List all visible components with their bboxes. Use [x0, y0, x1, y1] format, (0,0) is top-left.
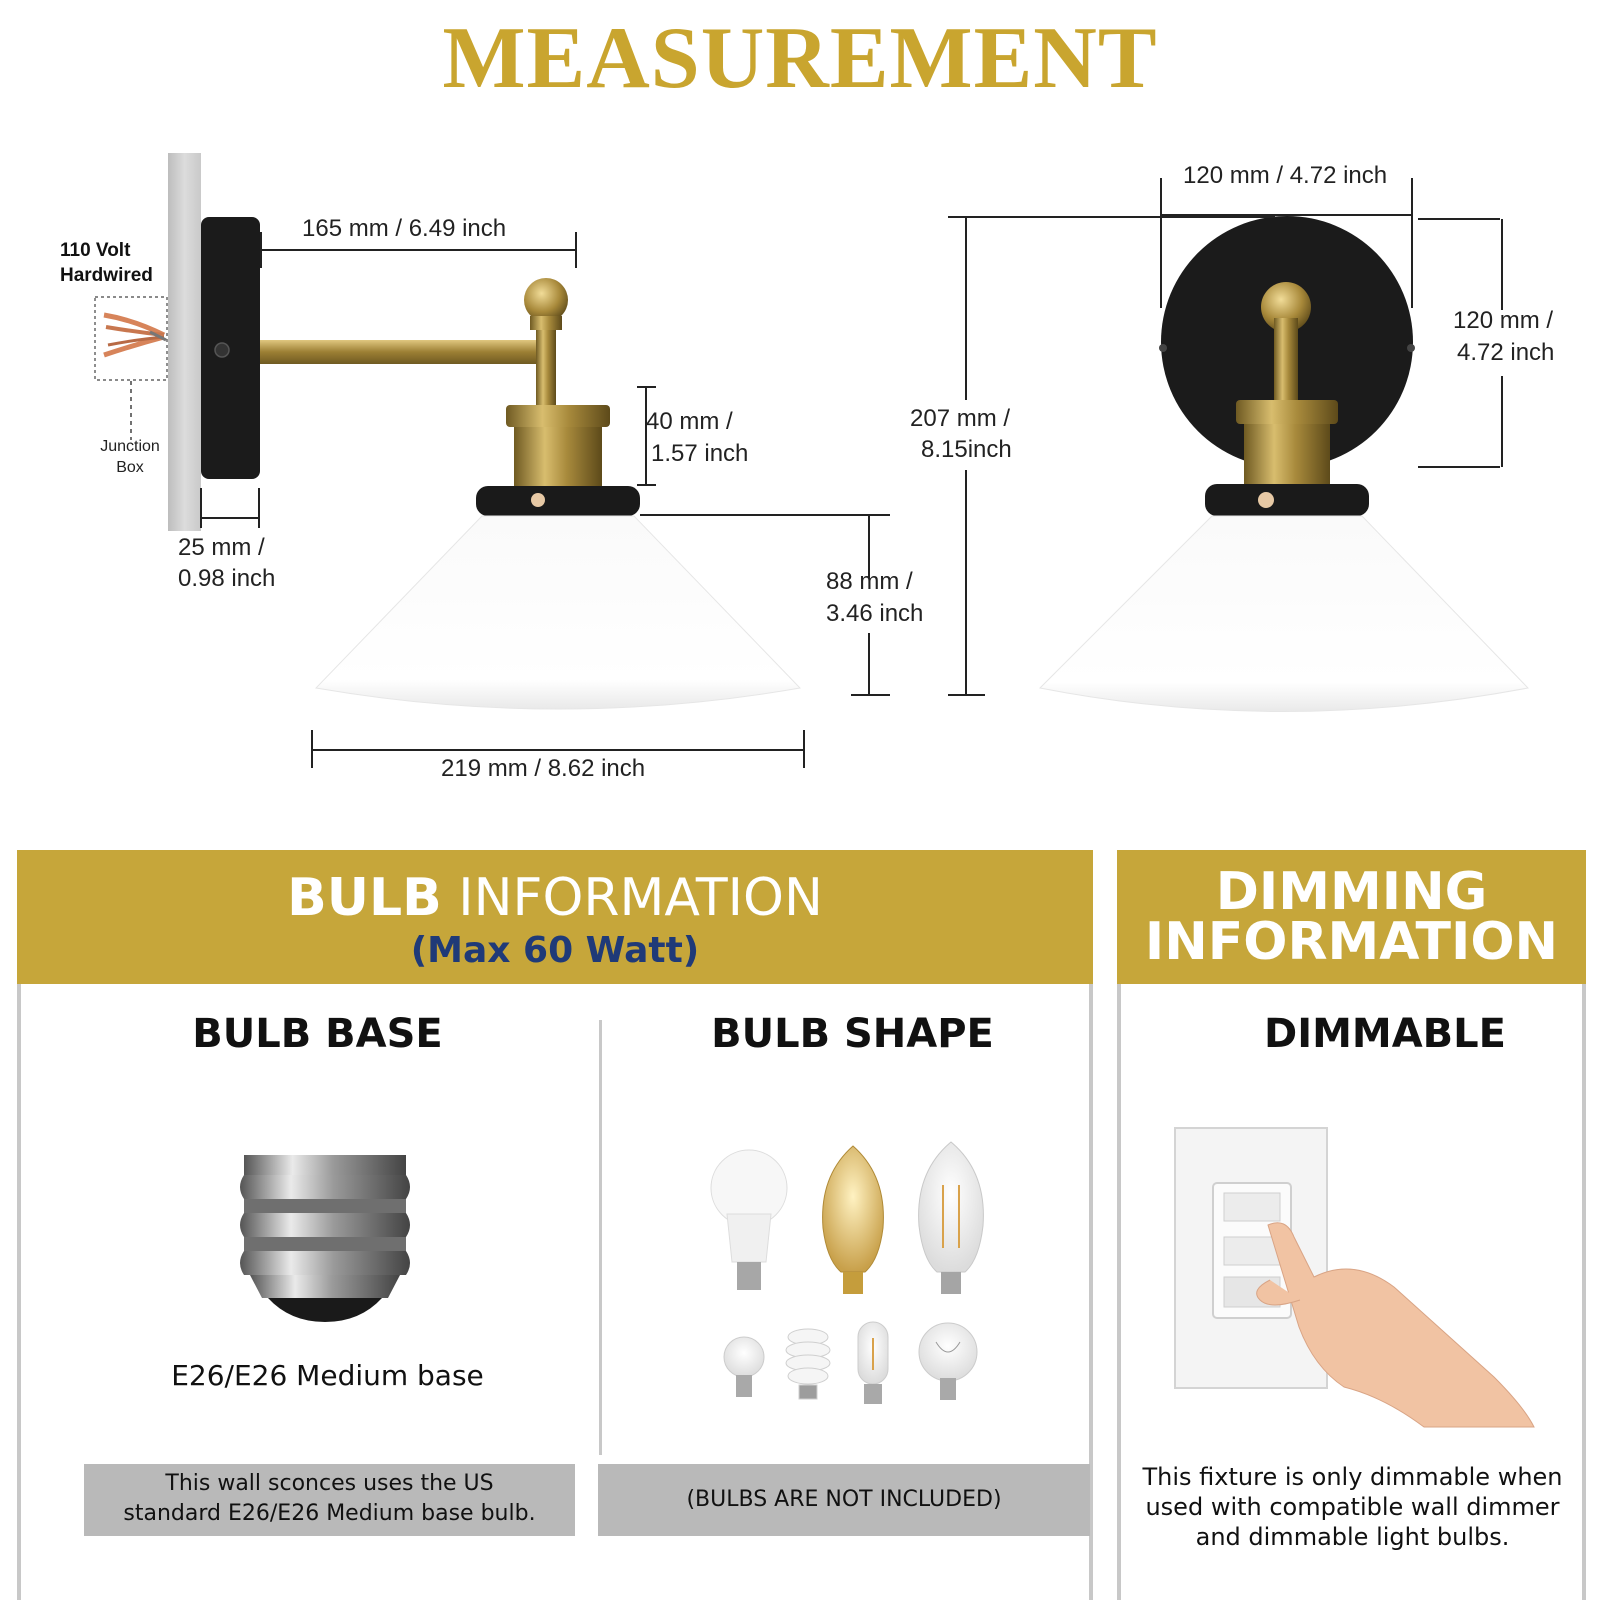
socket-height-label-1: 40 mm /: [646, 408, 733, 435]
total-height-label-2: 8.15inch: [921, 436, 1012, 463]
dimming-info-title-2: INFORMATION: [1144, 912, 1559, 972]
bulb-info-title-rest: INFORMATION: [441, 868, 823, 928]
bulb-shape-note: (BULBS ARE NOT INCLUDED): [598, 1464, 1090, 1536]
bulb-base-note: [84, 1464, 575, 1536]
front-view-lamp: [1040, 216, 1528, 712]
total-height-label-1: 207 mm /: [910, 405, 1011, 432]
dimmable-heading: DIMMABLE: [1264, 1011, 1506, 1057]
dimming-info-header: [1117, 850, 1586, 984]
plate-height-label-1: 120 mm /: [1453, 307, 1554, 334]
bulb-info-header: [17, 850, 1093, 984]
shade-height-label-1: 88 mm /: [826, 568, 913, 595]
page-title: MEASUREMENT: [442, 10, 1158, 107]
wires-icon: [104, 315, 166, 355]
plate-width-label: 120 mm / 4.72 inch: [1183, 162, 1388, 189]
plate-depth-label-2: 0.98 inch: [178, 565, 276, 592]
dimming-note-line-3: and dimmable light bulbs.: [1195, 1523, 1510, 1551]
dimming-info-title-1: DIMMING: [1215, 862, 1488, 922]
shade-width-label: 219 mm / 8.62 inch: [441, 755, 646, 782]
plate-height-label-2: 4.72 inch: [1457, 339, 1555, 366]
bulb-base-note-line-2: standard E26/E26 Medium base bulb.: [123, 1501, 536, 1526]
dimming-note: [1125, 1462, 1580, 1552]
dimming-note-line-2: used with compatible wall dimmer: [1145, 1493, 1560, 1521]
shade-height-label-2: 3.46 inch: [826, 600, 924, 627]
voltage-label: 110 Volt: [60, 240, 131, 261]
bulb-base-heading: BULB BASE: [192, 1011, 443, 1057]
bulb-info-title-bold: BULB: [287, 868, 442, 928]
hardwired-label: Hardwired: [60, 265, 153, 286]
bulb-info-title: [17, 868, 1093, 928]
panel-divider: [599, 1020, 602, 1455]
dimming-note-line-1: This fixture is only dimmable when: [1142, 1463, 1563, 1491]
bulb-base-note-line-1: This wall sconces uses the US: [165, 1471, 494, 1496]
bulb-shape-heading: BULB SHAPE: [711, 1011, 994, 1057]
arm-length-label: 165 mm / 6.49 inch: [302, 215, 507, 242]
socket-height-label-2: 1.57 inch: [651, 440, 749, 467]
bulb-info-subtitle: (Max 60 Watt): [410, 930, 700, 971]
junction-label: Junction: [100, 438, 160, 455]
junction-box-label: Box: [116, 459, 144, 476]
plate-depth-label-1: 25 mm /: [178, 534, 265, 561]
bulb-base-label: E26/E26 Medium base: [171, 1359, 484, 1392]
